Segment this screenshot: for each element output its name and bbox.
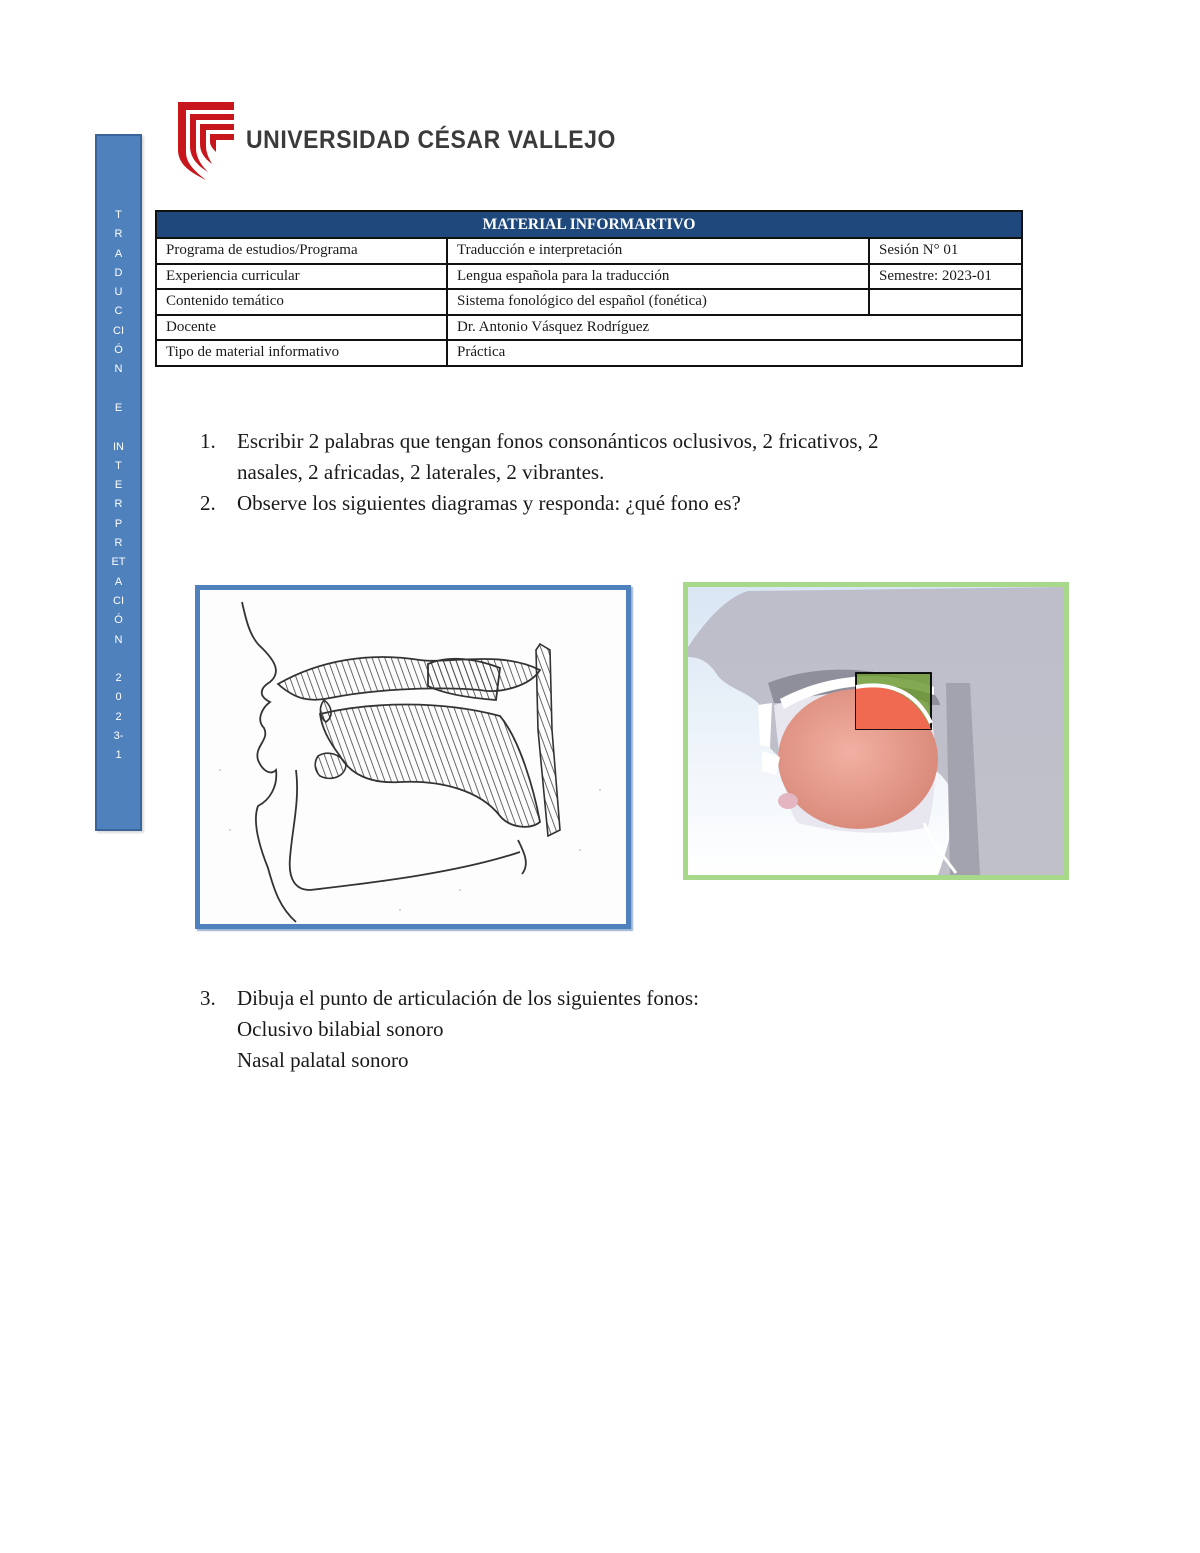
question-line: nasales, 2 africadas, 2 laterales, 2 vibrantes. bbox=[237, 460, 605, 484]
table-row bbox=[156, 264, 1022, 290]
row-label: Programa de estudios/Programa bbox=[156, 238, 447, 264]
sidebar-letter: 1 bbox=[115, 749, 122, 762]
table-row bbox=[156, 315, 1022, 341]
row-extra: Semestre: 2023-01 bbox=[869, 264, 1022, 290]
sidebar-letter: D bbox=[114, 266, 123, 279]
row-extra bbox=[869, 289, 1022, 315]
sidebar-letter: 0 bbox=[115, 691, 122, 704]
sidebar-letter: 3- bbox=[113, 730, 124, 743]
row-value: Sistema fonológico del español (fonética) bbox=[447, 289, 869, 315]
sidebar-letter: T bbox=[115, 209, 122, 221]
articulation-sketch-figure bbox=[195, 585, 631, 929]
sidebar-letter bbox=[97, 418, 140, 437]
row-extra: Sesión N° 01 bbox=[869, 238, 1022, 264]
question-1 bbox=[200, 426, 1000, 488]
sidebar-letter: N bbox=[114, 633, 123, 646]
row-value: Traducción e interpretación bbox=[447, 238, 869, 264]
question-line: Oclusivo bilabial sonoro bbox=[237, 1017, 444, 1041]
row-label: Contenido temático bbox=[156, 289, 447, 315]
question-2 bbox=[200, 488, 1000, 519]
row-label: Experiencia curricular bbox=[156, 264, 447, 290]
table-row bbox=[156, 340, 1022, 366]
sidebar-letter: E bbox=[114, 401, 123, 414]
sidebar-letter: P bbox=[114, 517, 123, 530]
sidebar-vertical-text bbox=[97, 206, 140, 766]
sidebar-letter: T bbox=[115, 459, 122, 472]
vocal-tract-diagram bbox=[688, 587, 1064, 875]
questions-list bbox=[200, 426, 1000, 519]
university-crest-icon bbox=[176, 100, 236, 184]
sidebar-letter: IN bbox=[113, 440, 124, 453]
sidebar-letter: A bbox=[114, 575, 123, 588]
articulation-sketch-diagram bbox=[200, 590, 626, 924]
sidebar-letter: 2 bbox=[115, 710, 122, 723]
question-line: Nasal palatal sonoro bbox=[237, 1048, 409, 1072]
question-number: 2. bbox=[200, 491, 216, 515]
sidebar-letter: CI bbox=[113, 594, 124, 607]
row-value: Lengua española para la traducción bbox=[447, 264, 869, 290]
sidebar-letter: E bbox=[114, 479, 123, 492]
material-info-table bbox=[155, 210, 1023, 367]
sidebar-letter: CI bbox=[113, 324, 124, 337]
question-3 bbox=[200, 983, 1000, 1076]
vertical-sidebar-banner bbox=[95, 134, 142, 831]
table-header: MATERIAL INFORMARTIVO bbox=[156, 211, 1022, 238]
row-label: Tipo de material informativo bbox=[156, 340, 447, 366]
sidebar-letter: Ó bbox=[114, 614, 123, 627]
sidebar-letter: R bbox=[114, 537, 123, 550]
question-line: Escribir 2 palabras que tengan fonos consonánticos oclusivos, 2 fricativos, 2 bbox=[237, 429, 879, 453]
university-name: UNIVERSIDAD CÉSAR VALLEJO bbox=[246, 126, 616, 154]
sidebar-letter: Ó bbox=[114, 344, 123, 357]
row-value: Práctica bbox=[447, 340, 1022, 366]
row-value: Dr. Antonio Vásquez Rodríguez bbox=[447, 315, 1022, 341]
sidebar-letter: ET bbox=[111, 556, 126, 569]
sidebar-letter bbox=[97, 380, 140, 399]
table-row bbox=[156, 238, 1022, 264]
sidebar-letter: N bbox=[114, 363, 123, 376]
sidebar-letter: R bbox=[114, 498, 123, 511]
sidebar-letter: 2 bbox=[115, 672, 122, 685]
sidebar-letter: R bbox=[114, 228, 123, 241]
sidebar-letter: C bbox=[114, 305, 123, 318]
question-line: Dibuja el punto de articulación de los siguientes fonos: bbox=[237, 986, 699, 1010]
sidebar-letter: U bbox=[114, 286, 123, 299]
sidebar-letter: A bbox=[114, 247, 123, 260]
question-line: Observe los siguientes diagramas y responda: ¿qué fono es? bbox=[237, 491, 741, 515]
question-number: 3. bbox=[200, 986, 216, 1010]
table-row bbox=[156, 289, 1022, 315]
sidebar-letter bbox=[97, 650, 140, 669]
question-number: 1. bbox=[200, 429, 216, 453]
vocal-tract-figure bbox=[683, 582, 1069, 880]
row-label: Docente bbox=[156, 315, 447, 341]
